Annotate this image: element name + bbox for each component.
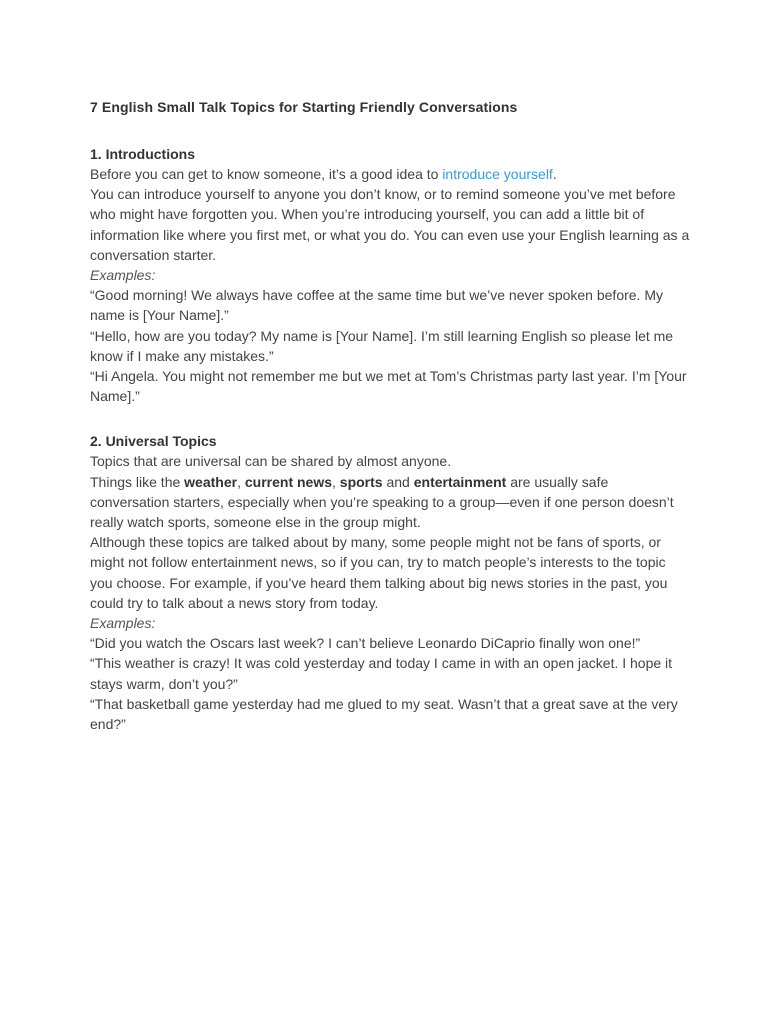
separator: ,	[332, 473, 340, 490]
section-paragraph: Although these topics are talked about by many, some people might not be fans of sports, or might not follow entertainment news, so if you can, try to match people’s interests to the topic you choose. For example, if you’ve heard them talking about big news stories in the past, you could try to talk about a news story from today.	[90, 534, 668, 611]
bold-sports: sports	[339, 473, 383, 490]
topics-paragraph	[90, 472, 690, 533]
topics-prefix: Things like the	[90, 473, 185, 490]
example-quote: “Good morning! We always have coffee at the same time but we’ve never spoken before. My name is [Your Name].”	[90, 287, 663, 324]
section-introductions	[90, 144, 690, 406]
section-heading: 1. Introductions	[90, 146, 195, 162]
example-quote: “Hello, how are you today? My name is [Your Name]. I’m still learning English so please let me know if I make any mistakes.”	[90, 327, 674, 364]
bold-weather: weather	[184, 473, 238, 490]
topics-suffix: are usually safe conversation starters, especially when you’re speaking to a group—even if one person doesn’t really watch sports, someone else in the group might.	[90, 473, 674, 531]
example-quote: “This weather is crazy! It was cold yesterday and today I came in with an open jacket. I hope it stays warm, don’t you?”	[90, 655, 673, 692]
section-intro: Topics that are universal can be shared by almost anyone.	[90, 453, 452, 470]
intro-text: Before you can get to know someone, it’s a good idea to	[90, 166, 443, 182]
example-quote: “Did you watch the Oscars last week? I can’t believe Leonardo DiCaprio finally won one!”	[90, 635, 641, 652]
examples-label: Examples:	[90, 267, 156, 284]
separator: ,	[237, 473, 245, 490]
section-heading: 2. Universal Topics	[90, 433, 217, 450]
example-quote: “That basketball game yesterday had me glued to my seat. Wasn’t that a great save at the very end?”	[90, 695, 678, 733]
introduce-yourself-link[interactable]: introduce yourself	[442, 166, 553, 182]
section-intro	[90, 164, 690, 184]
separator: and	[382, 473, 414, 490]
examples-label: Examples:	[90, 615, 156, 632]
bold-current-news: current news	[244, 473, 333, 490]
section-universal-topics	[90, 431, 690, 734]
document-title: 7 English Small Talk Topics for Starting Friendly Conversations	[90, 99, 518, 115]
section-paragraph: You can introduce yourself to anyone you don’t know, or to remind someone you’ve met before who might have forgotten you. When you’re introducing yourself, you can add a little bit of information like where you first met, or what you do. You can even use your English learning as a conversation starter.	[90, 186, 690, 263]
example-quote: “Hi Angela. You might not remember me but we met at Tom’s Christmas party last year. I’m [Your Name].”	[90, 368, 687, 405]
intro-text-end: .	[552, 166, 557, 182]
bold-entertainment: entertainment	[413, 473, 507, 490]
document-page	[90, 97, 690, 759]
